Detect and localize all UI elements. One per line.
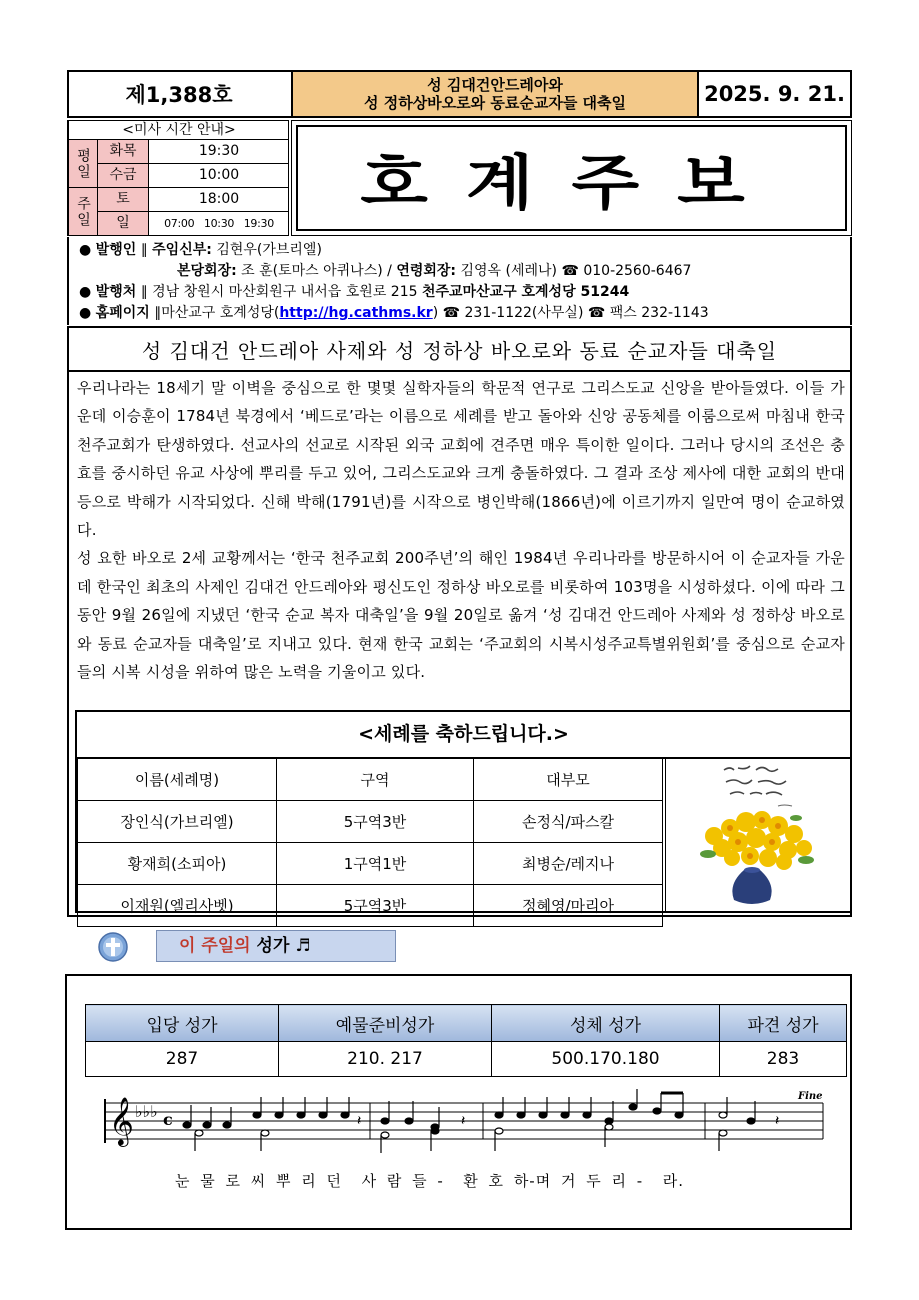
flower-vase-icon: [666, 758, 851, 913]
table-cell: 정혜영/마리아: [474, 885, 663, 927]
sunday-label-text: 주일: [75, 195, 91, 228]
chair-label: 본당회장:: [177, 263, 237, 279]
mass-day: 화목: [98, 140, 149, 163]
table-cell: 이재원(엘리사벳): [78, 885, 277, 927]
table-cell: 1구역1반: [277, 843, 474, 885]
mass-time: 10:00: [198, 167, 240, 183]
hymn-header: 파견 성가: [720, 1005, 847, 1042]
table-cell: 손정식/파스칼: [474, 801, 663, 843]
issue-number: 제1,388호: [125, 83, 233, 107]
hymn-header: 입당 성가: [86, 1005, 279, 1042]
flower-vase-illustration: [665, 758, 851, 913]
table-row: [78, 885, 663, 927]
mass-row: [98, 188, 289, 212]
publisher-info: [67, 237, 852, 325]
bullet-icon: ●: [79, 242, 92, 258]
publisher-label: 발행인: [95, 242, 137, 258]
hymn-value: 283: [720, 1042, 847, 1077]
table-cell: 5구역3반: [277, 801, 474, 843]
bullet-icon: ●: [79, 284, 92, 300]
hymn-value: 500.170.180: [492, 1042, 720, 1077]
publisher-line: ● 발행인 ∥ 주임신부: 김현우(가브리엘): [79, 242, 322, 258]
article-paragraph: 우리나라는 18세기 말 이벽을 중심으로 한 몇몇 실학자들의 학문적 연구로 그리스도교 신앙을 받아들였다. 이들 가운데 이승훈이 1784년 북경에서 ‘베드로’라는 이름으로 세례를 받고 돌아와 신앙 공동체를 이룸으로써 마침내 한국 천주교회가 탄생하였다. 선교사의 선교로 시작된 외국 교회에 견주면 매우 특이한 일이다. 그러나 당시의 조선은 충효를 중시하던 유교 사상에 뿌리를 두고 있어, 그리스도교와 크게 충돌하였다. 그 결과 조상 제사에 대한 교회의 반대 등으로 박해가 시작되었다. 신해 박해(1791년)를 시작으로 병인박해(1866년)에 이르기까지 일만여 명이 순교하였다.: [77, 379, 845, 540]
hymn-table: [85, 1004, 847, 1077]
sunday-label: [69, 188, 98, 235]
mass-row: [98, 164, 289, 188]
mass-day: 수금: [98, 164, 149, 187]
parish-name: 천주교마산교구 호계성당 51244: [421, 284, 630, 300]
weekday-label-text: 평일: [75, 147, 91, 180]
hymn-value: 210. 217: [279, 1042, 492, 1077]
feast-title: [291, 72, 699, 116]
hymn-label-hymn: 성가: [256, 936, 290, 956]
svg-text:𝄞: 𝄞: [109, 1096, 134, 1145]
hymn-value-row: [86, 1042, 847, 1077]
mass-time-title: <미사 시간 안내>: [69, 121, 289, 140]
weekday-label: [69, 140, 98, 188]
table-header-row: [78, 759, 663, 801]
mass-time-table: [67, 120, 289, 236]
office-line: ● 발행처 ∥ 경남 창원시 마산회원구 내서읍 호원로 215 천주교마산교구 호계성당 51244: [79, 284, 630, 300]
bulletin-logo: [291, 120, 852, 236]
header-bar: [67, 70, 852, 118]
mass-day: 토: [98, 188, 149, 211]
hymn-header-row: [86, 1005, 847, 1042]
svg-text:𝄽: 𝄽: [775, 1113, 780, 1129]
homepage-line: ● 홈페이지 ∥마산교구 호계성당(http://hg.cathms.kr) ☎ 231-1122(사무실) ☎ 팩스 232-1143: [79, 305, 709, 321]
contact-info: ) ☎ 231-1122(사무실) ☎ 팩스 232-1143: [432, 305, 709, 321]
table-cell: 황재희(소피아): [78, 843, 277, 885]
fine-mark: Fine: [798, 1091, 823, 1102]
hymn-label-this-week: 이 주일의: [179, 936, 251, 956]
table-header: 이름(세례명): [78, 759, 277, 801]
hymn-header: 성체 성가: [492, 1005, 720, 1042]
pastor-label: 주임신부:: [152, 242, 212, 258]
article-paragraph: 성 요한 바오로 2세 교황께서는 ‘한국 천주교회 200주년’의 해인 1984년 우리나라를 방문하시어 이 순교자들 가운데 한국인 최초의 사제인 김대건 안드레아와 평신도인 정하상 바오로를 비롯하여 103명을 시성하셨다. 이에 따라 그동안 9월 26일에 지냈던 ‘한국 순교 복자 대축일’을 9월 20일로 옮겨 ‘성 김대건 안드레아 사제와 성 정하상 바오로와 동료 순교자들 대축일’로 지내고 있다. 현재 한국 교회는 ‘주교회의 시복시성주교특별위원회’를 중심으로 순교자들의 시복 시성을 위하여 많은 노력을 기울이고 있다.: [77, 549, 845, 682]
logo-text: 호계주보: [360, 146, 783, 218]
svg-text:𝄽: 𝄽: [357, 1113, 362, 1129]
hymn-value: 287: [86, 1042, 279, 1077]
mass-time: 18:00: [198, 191, 240, 207]
homepage-label: 홈페이지: [95, 305, 150, 321]
issue-date: 2025. 9. 21.: [704, 82, 845, 106]
office-address: 경남 창원시 마산회원구 내서읍 호원로 215: [152, 284, 418, 300]
table-cell: 5구역3반: [277, 885, 474, 927]
music-note-icon: ♬: [295, 936, 311, 956]
hymn-header: 예물준비성가: [279, 1005, 492, 1042]
article-text: [77, 374, 845, 686]
baptism-table: [77, 758, 663, 927]
baptism-title: <세례를 축하드립니다.>: [77, 712, 850, 759]
table-header: 구역: [277, 759, 474, 801]
logo-frame: [296, 125, 847, 231]
mass-row: [98, 212, 289, 235]
mass-time: 19:30: [198, 143, 240, 159]
homepage-link[interactable]: http://hg.cathms.kr: [279, 305, 433, 321]
feast-line-1: 성 김대건안드레아와: [427, 76, 563, 94]
cross-icon: [98, 932, 128, 962]
chair-name: 조 훈(토마스 아퀴나스) /: [241, 263, 392, 279]
bullet-icon: ●: [79, 305, 92, 321]
table-cell: 장인식(가브리엘): [78, 801, 277, 843]
homepage-name: 마산교구 호계성당(: [161, 305, 280, 321]
hymn-section-label: [156, 930, 396, 962]
svg-text:𝄽: 𝄽: [461, 1113, 466, 1129]
hymn-lyrics: 눈 물 로 씨 뿌 리 던 사 람 들 - 환 호 하-며 거 두 리 - 라.: [175, 1172, 684, 1190]
svg-text:♭♭♭: ♭♭♭: [135, 1102, 158, 1121]
mass-day: 일: [98, 212, 149, 235]
mass-row: [98, 140, 289, 164]
svg-text:c: c: [163, 1110, 173, 1129]
table-row: [78, 801, 663, 843]
table-header: 대부모: [474, 759, 663, 801]
mass-time: 07:00 10:30 19:30: [164, 217, 274, 230]
feast-banner: 성 김대건 안드레아 사제와 성 정하상 바오로와 동료 순교자들 대축일: [67, 326, 852, 372]
league-info: 김영옥 (세레나) ☎ 010-2560-6467: [460, 263, 692, 279]
table-row: [78, 843, 663, 885]
table-cell: 최병순/레지나: [474, 843, 663, 885]
feast-line-2: 성 정하상바오로와 동료순교자들 대축일: [364, 94, 626, 112]
league-label: 연령회장:: [396, 263, 457, 279]
pastor-name: 김현우(가브리엘): [216, 242, 322, 258]
office-label: 발행처: [95, 284, 137, 300]
baptism-table-box: [75, 710, 852, 913]
chair-line: [177, 261, 691, 282]
